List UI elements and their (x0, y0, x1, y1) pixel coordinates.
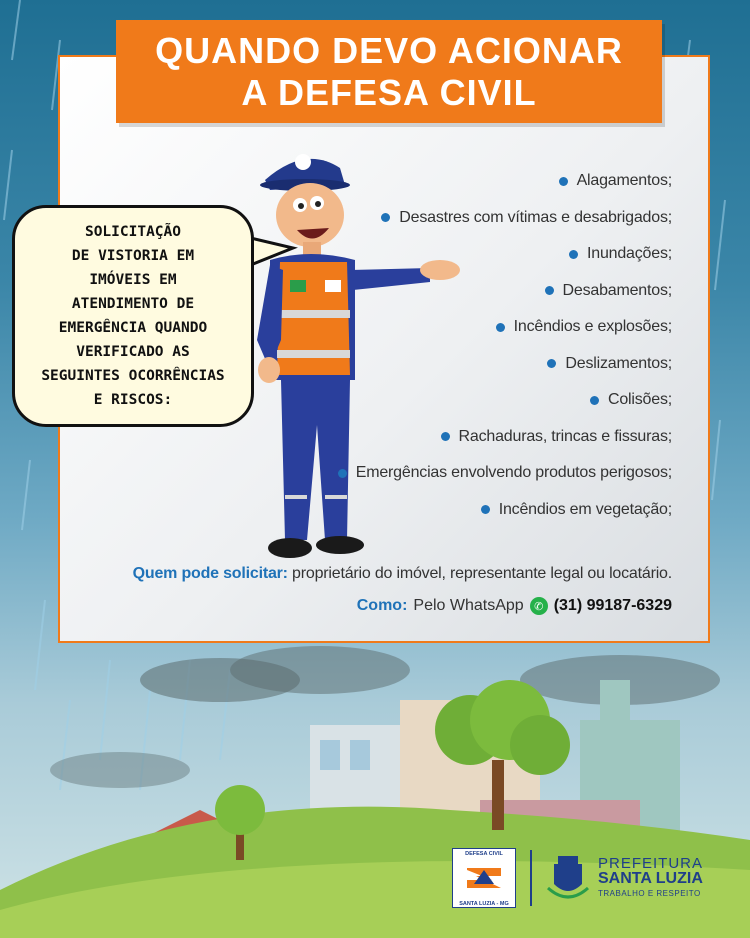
who-text: proprietário do imóvel, representante legal ou locatário. (287, 565, 672, 582)
prefeitura-line-1: PREFEITURA (598, 854, 704, 872)
occurrence-list (338, 163, 672, 528)
bubble-line: SEGUINTES OCORRÊNCIAS (41, 368, 225, 384)
list-item: Alagamentos; (338, 163, 672, 200)
list-item: Desabamentos; (338, 273, 672, 310)
bubble-line: DE VISTORIA EM (71, 248, 195, 264)
list-item: Incêndios em vegetação; (338, 492, 672, 529)
prefeitura-line-3: TRABALHO E RESPEITO (598, 888, 701, 898)
bullet-icon (381, 213, 390, 222)
whatsapp-icon: ✆ (530, 597, 548, 615)
speech-bubble (12, 205, 254, 427)
bullet-icon (545, 286, 554, 295)
contact-method: Pelo WhatsApp (413, 597, 524, 614)
bullet-icon (496, 323, 505, 332)
defesa-civil-emblem-icon (464, 862, 504, 894)
list-item: Emergências envolvendo produtos perigosos; (338, 455, 672, 492)
logo-divider (530, 850, 532, 906)
prefeitura-logo (546, 852, 703, 904)
contact-line (357, 597, 672, 615)
bullet-icon (559, 177, 568, 186)
bullet-icon (547, 359, 556, 368)
bubble-line: IMÓVEIS EM (89, 272, 177, 288)
bubble-line: SOLICITAÇÃO (84, 224, 181, 240)
bullet-icon (590, 396, 599, 405)
contact-label: Como: (356, 597, 408, 614)
who-can-request (133, 565, 672, 583)
list-item: Colisões; (338, 382, 672, 419)
list-item: Inundações; (338, 236, 672, 273)
who-label: Quem pode solicitar: (132, 565, 288, 582)
title-banner (116, 20, 662, 123)
bubble-line: EMERGÊNCIA QUANDO (58, 320, 208, 336)
phone-number[interactable]: (31) 99187-6329 (553, 597, 672, 614)
list-item: Deslizamentos; (338, 346, 672, 383)
footer-logos (452, 848, 703, 908)
bubble-text (41, 220, 224, 412)
bubble-line: VERIFICADO AS (76, 344, 190, 360)
bullet-icon (338, 469, 347, 478)
bubble-line: ATENDIMENTO DE (71, 296, 195, 312)
title-line-2: A DEFESA CIVIL (241, 71, 537, 113)
prefeitura-line-2: SANTA LUZIA (598, 869, 703, 887)
defesa-civil-logo: DEFESA CIVIL SANTA LUZIA - MG (452, 848, 516, 908)
list-item: Incêndios e explosões; (338, 309, 672, 346)
bullet-icon (481, 505, 490, 514)
bubble-line: E RISCOS: (93, 392, 173, 408)
city-crest-icon (546, 852, 590, 904)
bullet-icon (441, 432, 450, 441)
bullet-icon (569, 250, 578, 259)
title-line-1: QUANDO DEVO ACIONAR (155, 29, 623, 71)
list-item: Rachaduras, trincas e fissuras; (338, 419, 672, 456)
list-item: Desastres com vítimas e desabrigados; (338, 200, 672, 237)
